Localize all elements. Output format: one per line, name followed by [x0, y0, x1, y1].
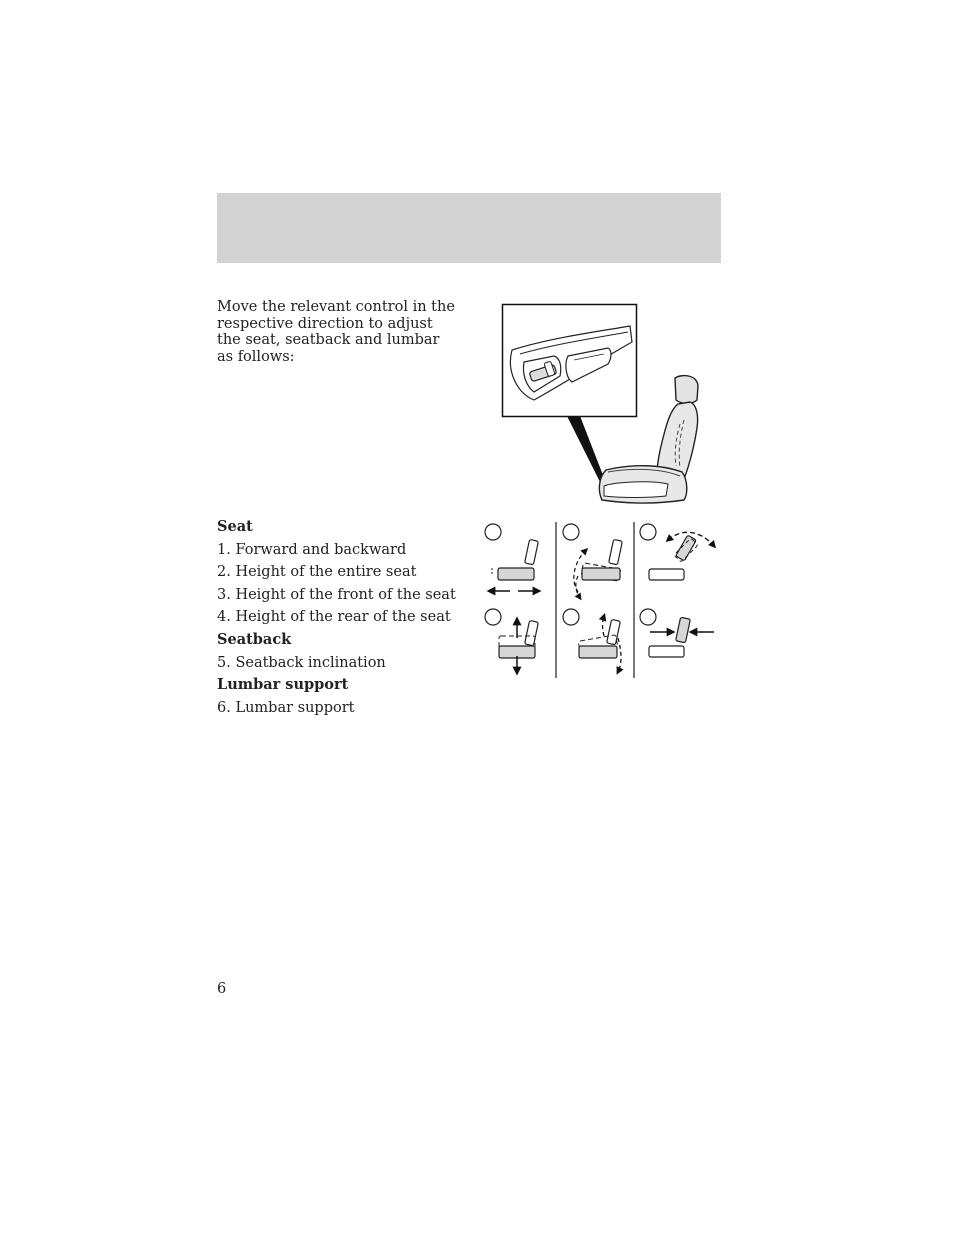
section-header-band — [217, 193, 721, 263]
panel-seatback-inclination — [640, 524, 714, 580]
adjustment-list — [217, 517, 467, 720]
list-item: 4. Height of the rear of the seat — [217, 609, 451, 626]
section-heading-seat: Seat — [217, 518, 253, 535]
panel-rear-height — [563, 609, 621, 672]
panel-lumbar-support — [640, 609, 714, 657]
section-heading-lumbar: Lumbar support — [217, 676, 349, 694]
list-item: 5. Seatback inclination — [217, 654, 386, 671]
list-item: 3. Height of the front of the seat — [217, 586, 456, 603]
page-number: 6 — [217, 981, 227, 997]
section-heading-seatback: Seatback — [217, 630, 292, 648]
list-item: 6. Lumbar support — [217, 699, 355, 716]
panel-front-height — [563, 524, 622, 598]
seat-control-illustration — [500, 302, 705, 510]
panel-forward-backward — [485, 524, 538, 591]
adjustment-diagram — [478, 518, 724, 680]
list-item: 1. Forward and backward — [217, 541, 407, 558]
list-item: 2. Height of the entire seat — [217, 564, 417, 581]
intro-paragraph: Move the relevant control in the respective direction to adjust the seat, seatback and lumbar as follows: — [217, 299, 455, 365]
panel-entire-height — [485, 609, 538, 672]
